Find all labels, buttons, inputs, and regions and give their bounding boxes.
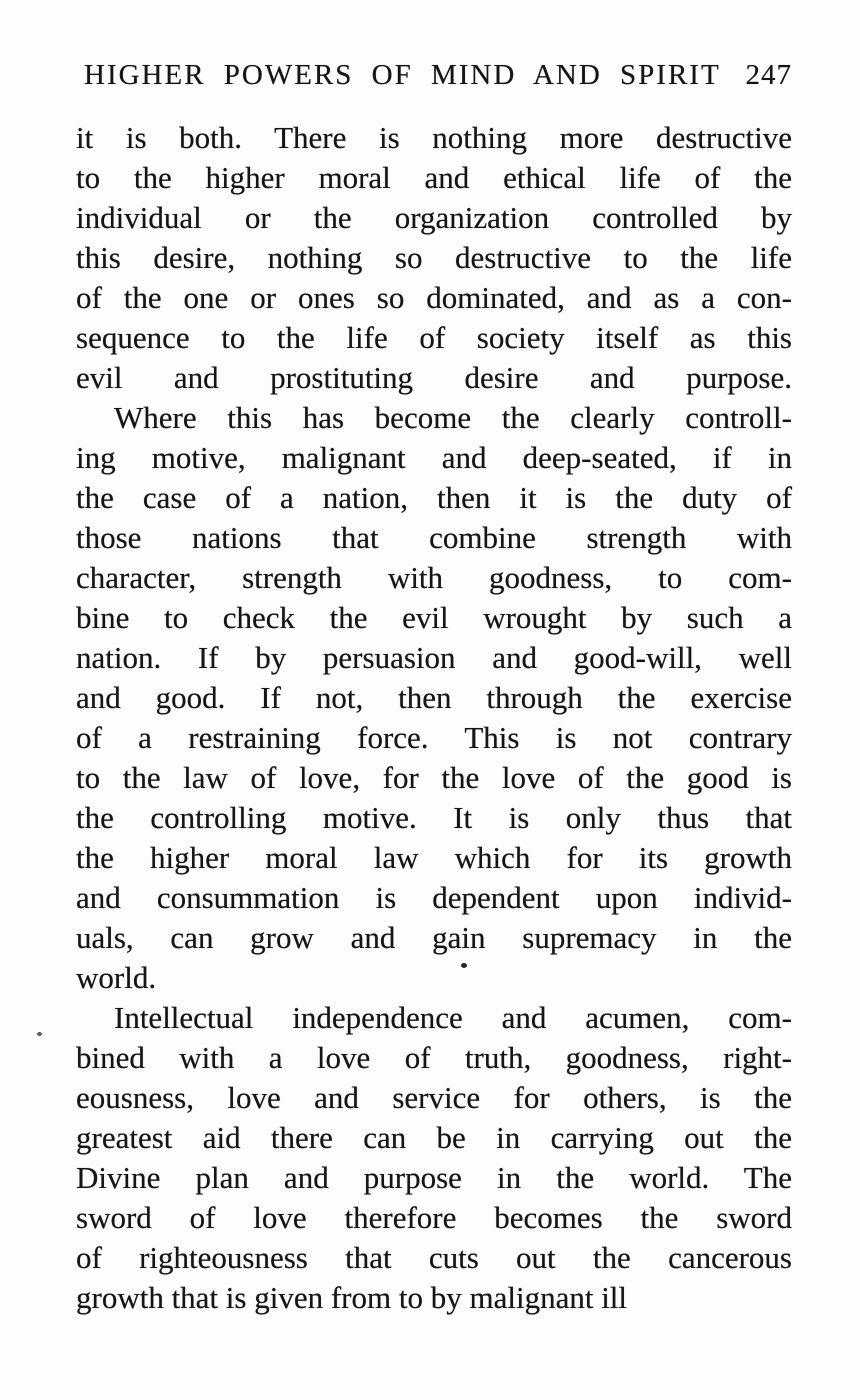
text-line: sword of love therefore becomes the sword [76,1200,792,1235]
text-line: sequence to the life of society itself as this [76,320,792,355]
text-line: to the law of love, for the love of the good is [76,760,792,795]
text-line: Divine plan and purpose in the world. The [76,1160,792,1195]
text-line: to the higher moral and ethical life of the [76,160,792,195]
text-line: evil and prostituting desire and purpose. [76,360,792,395]
text-line: it is both. There is nothing more destructive [76,120,792,155]
running-head-title: HIGHER POWERS OF MIND AND SPIRIT [84,59,721,91]
text-line: nation. If by persuasion and good-will, well [76,640,792,675]
text-line: ing motive, malignant and deep-seated, if in [76,440,792,475]
scan-speck [37,1032,42,1036]
text-line: individual or the organization controlled by [76,200,792,235]
text-line: bined with a love of truth, goodness, right- [76,1040,792,1075]
text-line: uals, can grow and gain supremacy in the [76,920,792,955]
text-line: Where this has become the clearly controll- [114,400,792,435]
scan-speck [461,963,467,968]
text-line: world. [76,960,157,995]
text-line: growth that is given from to by malignant ill [76,1280,628,1315]
page-number: 247 [745,59,792,91]
text-line: the controlling motive. It is only thus that [76,800,792,835]
text-line: Intellectual independence and acumen, com- [114,1000,792,1035]
text-line: of a restraining force. This is not contrary [76,720,792,755]
text-line: character, strength with goodness, to com- [76,560,792,595]
text-line: and good. If not, then through the exercise [76,680,792,715]
text-line: bine to check the evil wrought by such a [76,600,792,635]
page-header [76,58,792,92]
text-line: this desire, nothing so destructive to the life [76,240,792,275]
text-line: of the one or ones so dominated, and as a con- [76,280,792,315]
text-line: eousness, love and service for others, is the [76,1080,792,1115]
body-text [76,118,792,1318]
text-line: those nations that combine strength with [76,520,792,555]
text-line: of righteousness that cuts out the cancerous [76,1240,792,1275]
text-line: and consummation is dependent upon individ- [76,880,792,915]
text-line: the case of a nation, then it is the duty of [76,480,792,515]
text-line: greatest aid there can be in carrying out the [76,1120,792,1155]
text-line: the higher moral law which for its growth [76,840,792,875]
